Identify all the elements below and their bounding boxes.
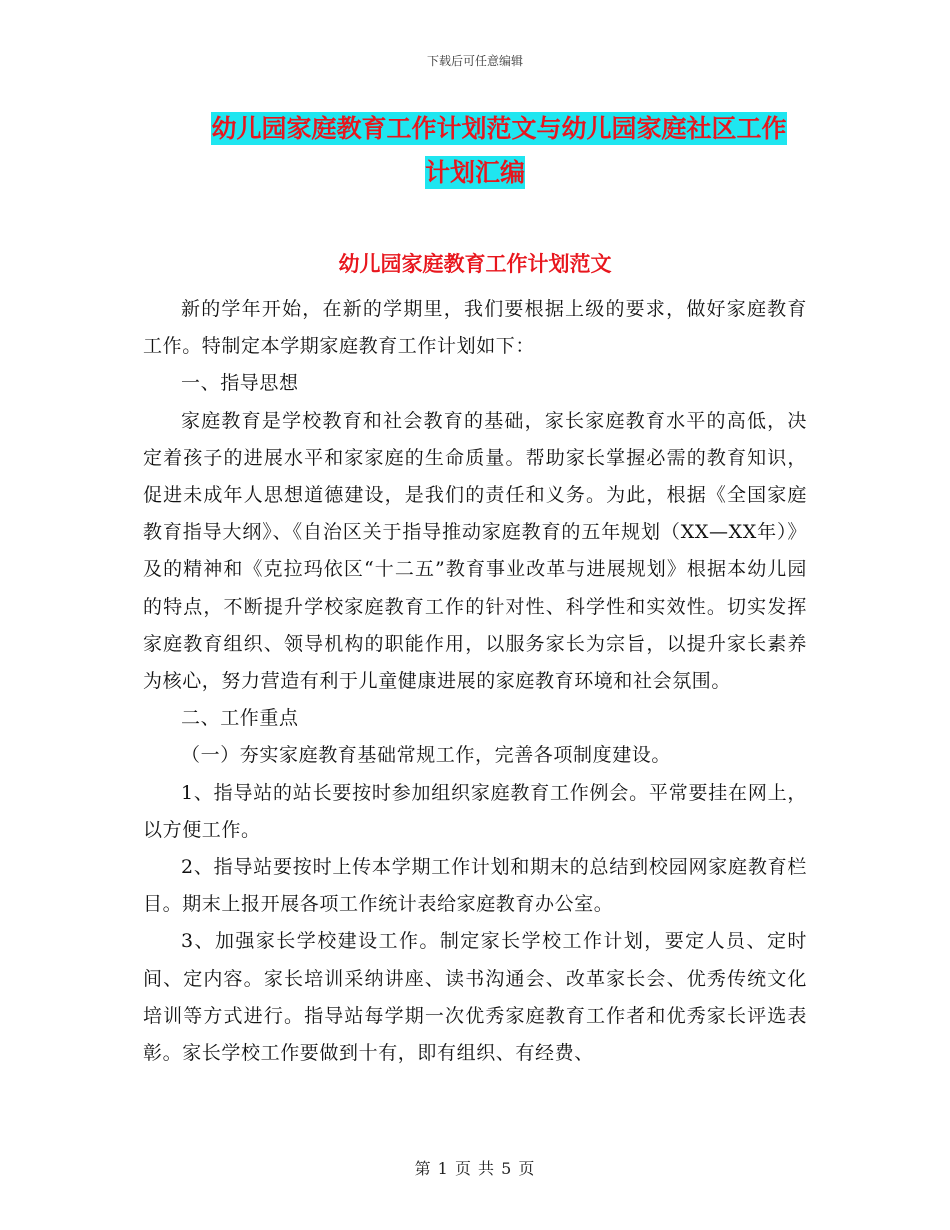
page-header-note: 下载后可任意编辑 [426, 54, 523, 68]
heading-guiding-ideology: 一、指导思想 [181, 372, 299, 395]
paragraph-item-3: 3、加强家长学校建设工作。制定家长学校工作计划，要定人员、定时间、定内容。家长培训采纳讲座、读书沟通会、改革家长会、优秀传统文化培训等方式进行。指导站每学期一次优秀家庭教育工作者和优秀家长评选表彰。家长学校工作要做到十有，即有组织、有经费、 [143, 930, 807, 1065]
document-title-text-2: 计划汇编 [424, 158, 525, 187]
paragraph-intro: 新的学年开始，在新的学期里，我们要根据上级的要求，做好家庭教育工作。特制定本学期家庭教育工作计划如下： [143, 298, 807, 358]
subheading-basic-work: （一）夯实家庭教育基础常规工作，完善各项制度建设。 [181, 744, 672, 767]
document-title-text-1: 幼儿园家庭教育工作计划范文与幼儿园家庭社区工作 [211, 114, 787, 143]
page-number: 第 1 页 共 5 页 [414, 1159, 536, 1178]
document-title-line-1 [0, 114, 950, 144]
section-title: 幼儿园家庭教育工作计划范文 [338, 252, 612, 276]
document-body [143, 291, 807, 1072]
paragraph-item-1: 1、指导站的站长要按时参加组织家庭教育工作例会。平常要挂在网上，以方便工作。 [143, 781, 807, 841]
heading-work-focus: 二、工作重点 [181, 707, 299, 730]
document-title-line-2 [0, 158, 950, 188]
paragraph-item-2: 2、指导站要按时上传本学期工作计划和期末的总结到校园网家庭教育栏目。期末上报开展各项工作统计表给家庭教育办公室。 [143, 856, 807, 916]
paragraph-guiding-ideology: 家庭教育是学校教育和社会教育的基础，家长家庭教育水平的高低，决定着孩子的进展水平和家家庭的生命质量。帮助家长掌握必需的教育知识，促进未成年人思想道德建设，是我们的责任和义务。为此，根据《全国家庭教育指导大纲》、《自治区关于指导推动家庭教育的五年规划（XX—XX年）》及的精神和《克拉玛依区“十二五”教育事业改革与进展规划》根据本幼儿园的特点，不断提升学校家庭教育工作的针对性、科学性和实效性。切实发挥家庭教育组织、领导机构的职能作用，以服务家长为宗旨，以提升家长素养为核心，努力营造有利于儿童健康进展的家庭教育环境和社会氛围。 [143, 409, 807, 693]
